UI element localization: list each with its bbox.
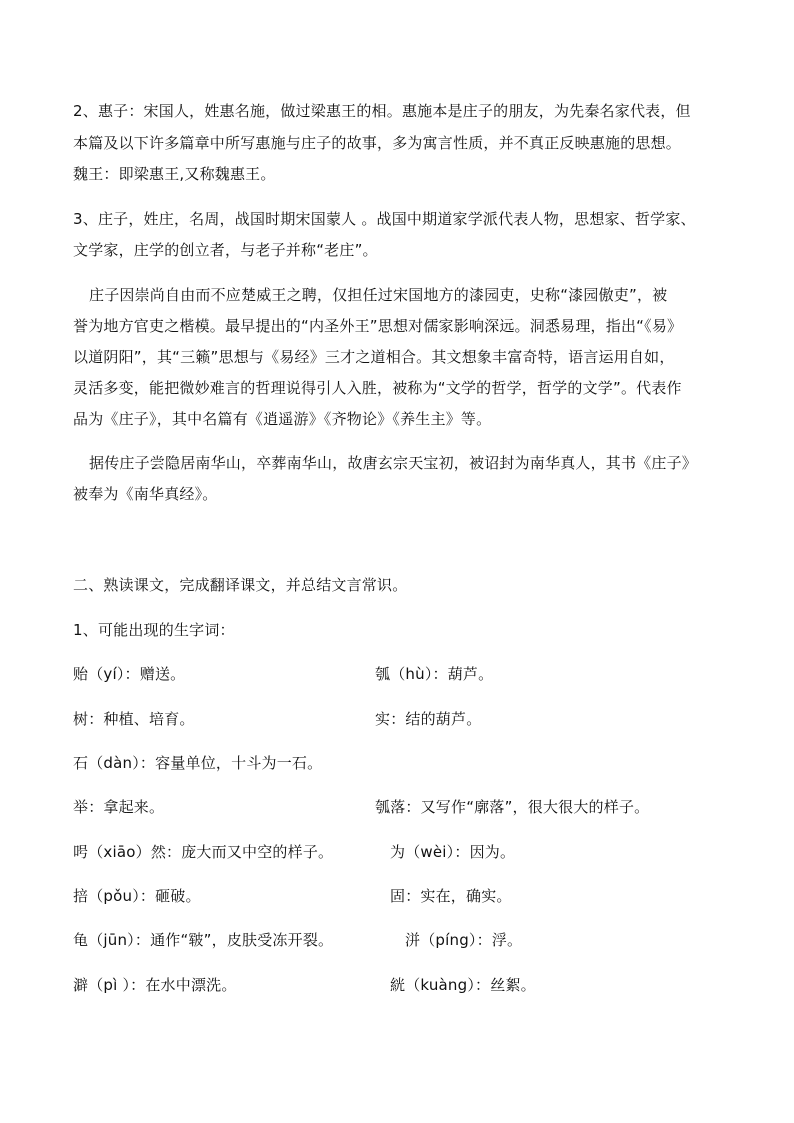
paragraph-line: 誉为地方官吏之楷模。最早提出的“内圣外王”思想对儒家影响深远。洞悉易理，指出“《易》 <box>73 317 683 335</box>
vocab-item: 树：种植、培育。 <box>73 710 195 728</box>
paragraph-line: 以道阴阳”，其“三籁”思想与《易经》三才之道相合。其文想象丰富奇特，语言运用自如， <box>73 348 675 366</box>
paragraph-line: 2、惠子：宋国人，姓惠名施，做过梁惠王的相。惠施本是庄子的朋友，为先秦名家代表，但 <box>73 102 691 120</box>
paragraph-line: 被奉为《南华真经》。 <box>73 485 218 503</box>
vocab-item: 举：拿起来。 <box>73 798 165 816</box>
vocab-item: 实：结的葫芦。 <box>375 710 482 728</box>
vocab-item: 呺（xiāo）然：庞大而又中空的样子。 <box>73 843 334 861</box>
vocab-item: 掊（pǒu）：砸破。 <box>73 887 201 905</box>
paragraph-line: 灵活多变，能把微妙难言的哲理说得引人入胜，被称为“文学的哲学，哲学的文学”。代表作 <box>73 379 682 397</box>
vocab-item: 瓠（hù）：葫芦。 <box>375 665 494 683</box>
paragraph-line: 文学家，庄学的创立者，与老子并称“老庄”。 <box>73 241 378 259</box>
vocab-item: 洴（píng）：浮。 <box>405 931 523 949</box>
vocab-item: 瓠落：又写作“廓落”，很大很大的样子。 <box>375 798 650 816</box>
paragraph-line: 据传庄子尝隐居南华山，卒葬南华山，故唐玄宗天宝初，被诏封为南华真人，其书《庄子》 <box>89 454 698 472</box>
paragraph-line: 3、庄子，姓庄，名周，战国时期宋国蒙人 。战国中期道家学派代表人物，思想家、哲学家、 <box>73 210 696 228</box>
vocab-item: 石（dàn）：容量单位，十斗为一石。 <box>73 754 323 772</box>
subsection-heading: 1、可能出现的生字词： <box>73 621 235 639</box>
vocab-item: 澼（pì ）：在水中漂洗。 <box>73 976 237 994</box>
paragraph-line: 庄子因崇尚自由而不应楚威王之聘，仅担任过宋国地方的漆园吏，史称“漆园傲吏”，被 <box>89 286 668 304</box>
vocab-item: 絖（kuàng）：丝絮。 <box>390 976 536 994</box>
section-heading: 二、熟读课文，完成翻译课文，并总结文言常识。 <box>73 576 408 594</box>
vocab-item: 龟（jūn）：通作“皲”，皮肤受冻开裂。 <box>73 931 334 949</box>
paragraph-line: 品为《庄子》，其中名篇有《逍遥游》《齐物论》《养生主》等。 <box>73 410 492 428</box>
vocab-item: 为（wèi）：因为。 <box>390 843 516 861</box>
paragraph-line: 魏王：即梁惠王,又称魏惠王。 <box>73 165 276 183</box>
vocab-item: 贻（yí）：赠送。 <box>73 665 186 683</box>
paragraph-line: 本篇及以下许多篇章中所写惠施与庄子的故事，多为寓言性质，并不真正反映惠施的思想。 <box>73 134 682 152</box>
vocab-item: 固：实在，确实。 <box>390 887 512 905</box>
